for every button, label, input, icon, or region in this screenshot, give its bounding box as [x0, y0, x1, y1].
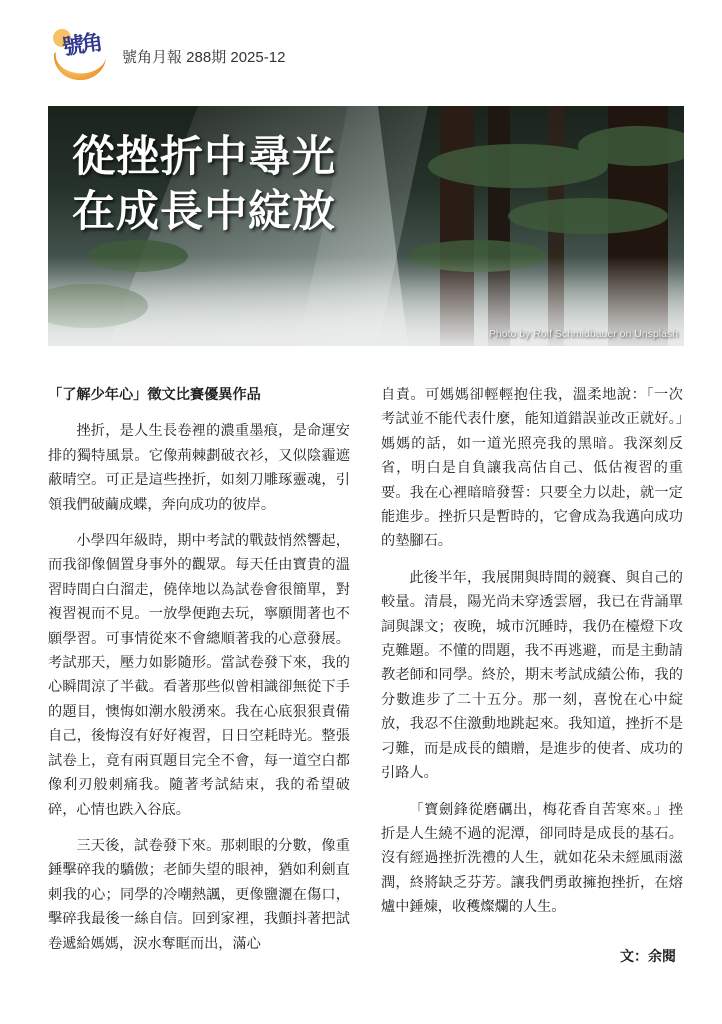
- article-title: [72, 130, 336, 240]
- paragraph: 挫折，是人生長卷裡的濃重墨痕，是命運安排的獨特風景。它像荊棘劃破衣衫，又似陰霾遮蔽晴空。可正是這些挫折，如刻刀雕琢靈魂，引領我們破繭成蝶，奔向成功的彼岸。: [48, 423, 350, 513]
- issue-info: 號角月報 288期 2025-12: [122, 49, 286, 66]
- article-subtitle: 「了解少年心」徵文比賽優異作品: [48, 387, 261, 403]
- title-line-1: 從挫折中尋光: [72, 132, 336, 182]
- logo-text: 號角: [60, 29, 102, 61]
- paragraph: 「寶劍鋒從磨礪出，梅花香自苦寒來。」挫折是人生繞不過的泥潭，卻同時是成長的基石。沒有經過挫折洗禮的人生，就如花朵未經風雨滋潤，終將缺乏芬芳。讓我們勇敢擁抱挫折，在熔爐中錘煉，收穫燦爛的人生。: [381, 801, 683, 916]
- photo-credit: Photo by Rolf Schmidbauer on Unsplash: [488, 328, 678, 340]
- article-column-left: [48, 383, 350, 968]
- paragraph: 小學四年級時，期中考試的戰鼓悄然響起，而我卻像個置身事外的觀眾。每天任由寶貴的溫習時間白白溜走，僥倖地以為試卷會很簡單，對複習視而不見。一放學便跑去玩，寧願閒著也不願學習。可事情從來不會總順著我的心意發展。考試那天，壓力如影隨形。當試卷發下來，我的心瞬間涼了半截。看著那些似曾相識卻無從下手的題目，懊悔如潮水般湧來。我在心底狠狠責備自己，後悔沒有好好複習，日日空耗時光。整張試卷上，竟有兩頁題目完全不會，每一道空白都像利刃般刺痛我。隨著考試結束，我的希望破碎，心情也跌入谷底。: [48, 533, 350, 818]
- publication-logo: [48, 24, 114, 80]
- title-line-2: 在成長中綻放: [72, 187, 336, 237]
- page-header: [48, 22, 668, 80]
- paragraph: 自責。可媽媽卻輕輕抱住我，溫柔地說：「一次考試並不能代表什麼，能知道錯誤並改正就好。」媽媽的話，如一道光照亮我的黑暗。我深刻反省，明白是自負讓我高估自己、低估複習的重要。我在心裡暗暗發誓：只要全力以赴，就一定能進步。挫折只是暫時的，它會成為我邁向成功的墊腳石。: [381, 387, 683, 550]
- paragraph: 此後半年，我展開與時間的競賽、與自己的較量。清晨，陽光尚未穿透雲層，我已在背誦單詞與課文；夜晚，城市沉睡時，我仍在檯燈下攻克難題。不懂的問題，我不再逃避，而是主動請教老師和同學。終於，期末考試成績公佈，我的分數進步了二十五分。那一刻，喜悅在心中綻放，我忍不住激動地跳起來。我知道，挫折不是刁難，而是成長的饋贈，是進步的使者、成功的引路人。: [381, 569, 683, 782]
- hero-image: [48, 106, 684, 346]
- paragraph: 三天後，試卷發下來。那刺眼的分數，像重錘擊碎我的驕傲；老師失望的眼神，猶如利劍直刺我的心；同學的冷嘲熱諷，更像鹽灑在傷口，擊碎我最後一絲自信。回到家裡，我顫抖著把試卷遞給媽媽，淚水奪眶而出，滿心: [48, 837, 350, 952]
- article-column-right: [381, 383, 683, 932]
- author-byline: 文：余閱: [620, 949, 676, 965]
